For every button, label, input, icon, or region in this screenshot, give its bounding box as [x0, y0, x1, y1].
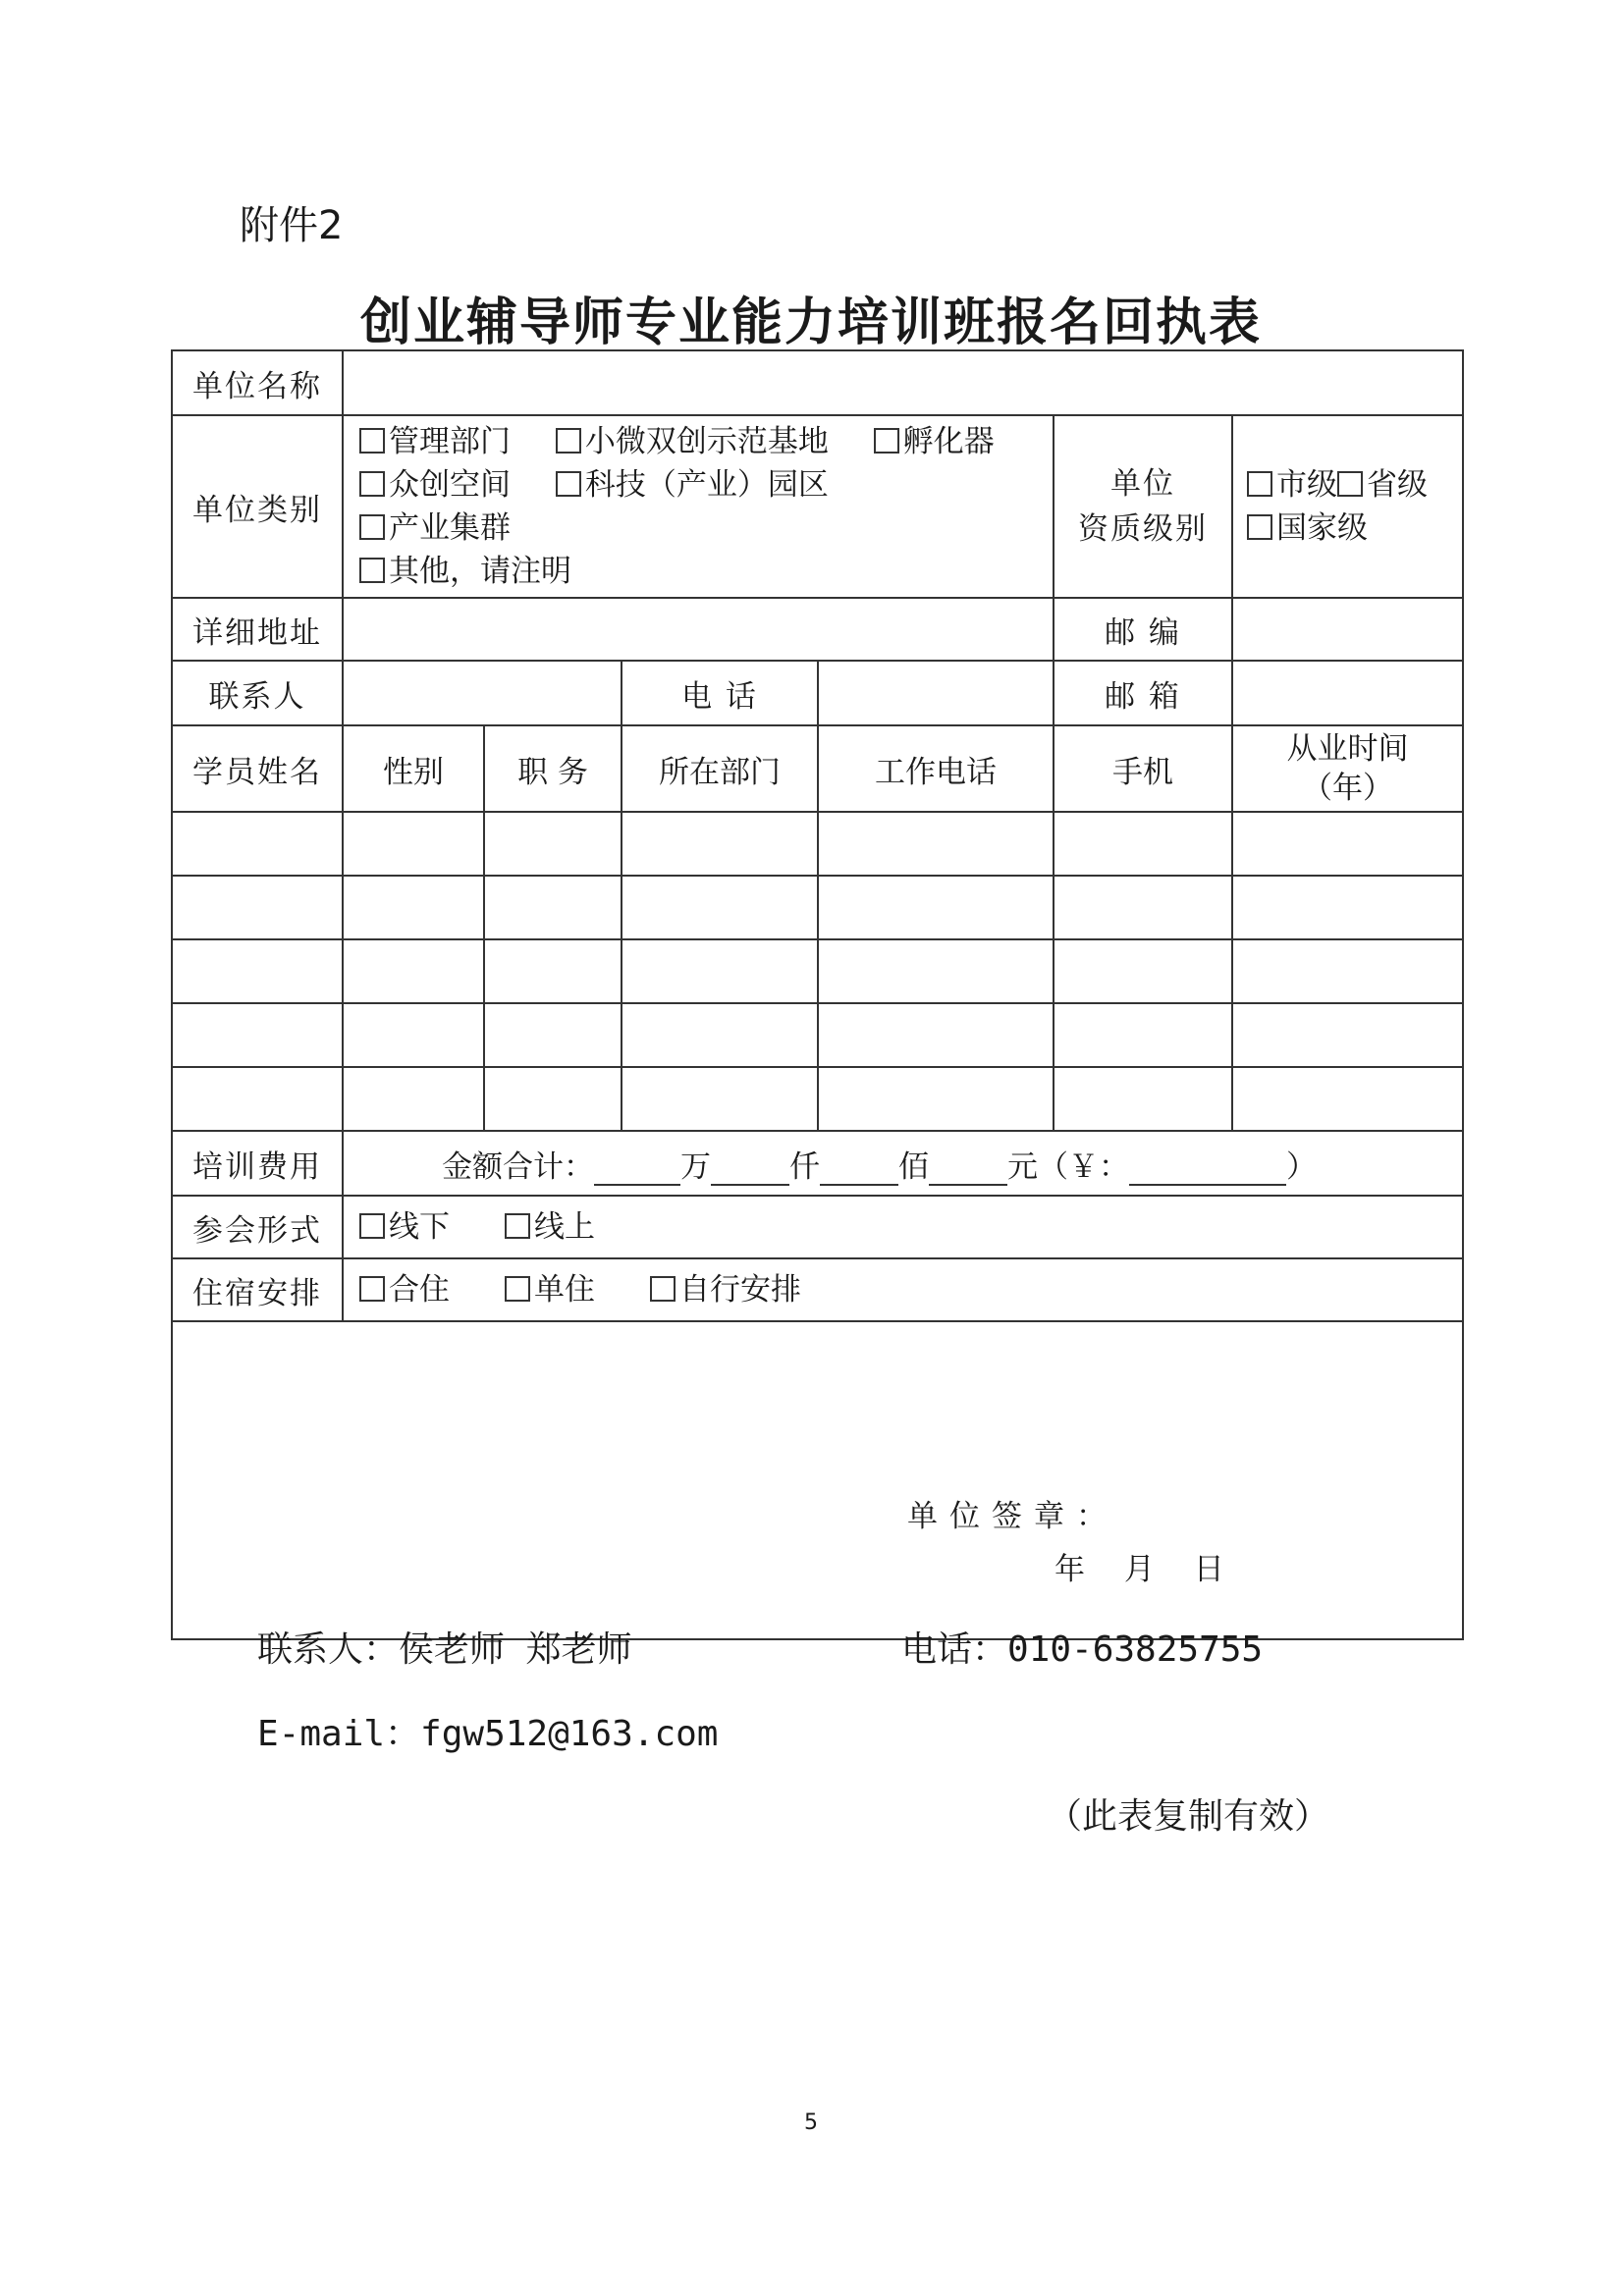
- table-cell[interactable]: [484, 1003, 622, 1067]
- col-years-line2: （年）: [1302, 771, 1393, 806]
- table-cell[interactable]: [622, 812, 818, 876]
- checkbox-icon: [556, 428, 581, 454]
- fee-wan-blank[interactable]: [594, 1148, 680, 1186]
- checkbox-icon: [359, 558, 385, 583]
- seal-label: 单位签章：: [907, 1499, 1118, 1534]
- qualification-label-line2: 资质级别: [1078, 511, 1208, 547]
- checkbox-icon: [359, 1276, 385, 1302]
- checkbox-icon: [556, 471, 581, 497]
- fee-unit-bai: 佰: [898, 1148, 929, 1185]
- table-cell[interactable]: [172, 812, 343, 876]
- postcode-label: 邮 编: [1054, 598, 1232, 661]
- registration-form-table: [171, 349, 1464, 1640]
- attendance-option[interactable]: 线上: [505, 1205, 595, 1249]
- table-cell[interactable]: [484, 1067, 622, 1131]
- date-label: 年 月 日: [1054, 1552, 1224, 1587]
- table-cell[interactable]: [1232, 1067, 1463, 1131]
- fee-field: [343, 1131, 1463, 1196]
- page-number: 5: [804, 2110, 818, 2135]
- checkbox-icon: [505, 1213, 530, 1239]
- table-cell[interactable]: [818, 939, 1054, 1003]
- table-cell[interactable]: [1232, 939, 1463, 1003]
- table-cell[interactable]: [818, 876, 1054, 939]
- student-row: [172, 1003, 1463, 1067]
- col-student-name: 学员姓名: [172, 725, 343, 812]
- table-cell[interactable]: [818, 1067, 1054, 1131]
- table-cell[interactable]: [172, 1003, 343, 1067]
- footer-email: E-mail：fgw512@163.com: [257, 1714, 719, 1754]
- address-label: 详细地址: [172, 598, 343, 661]
- fee-unit-yuan: 元（￥：: [1007, 1148, 1129, 1185]
- fee-unit-wan: 万: [680, 1148, 711, 1185]
- fee-total-label: 金额合计：: [442, 1148, 594, 1185]
- checkbox-icon: [1247, 471, 1272, 497]
- qualification-label: [1054, 415, 1232, 598]
- checkbox-icon: [359, 514, 385, 540]
- checkbox-icon: [359, 1213, 385, 1239]
- checkbox-icon: [874, 428, 899, 454]
- attendance-options: [343, 1196, 1463, 1258]
- fee-yuan-blank[interactable]: [929, 1148, 1007, 1186]
- footer-note: （此表复制有效）: [1047, 1796, 1330, 1837]
- email-label: 邮 箱: [1054, 661, 1232, 725]
- fee-bai-blank[interactable]: [820, 1148, 898, 1186]
- table-cell[interactable]: [343, 812, 484, 876]
- unit-type-options: [343, 415, 1054, 598]
- lodging-options: [343, 1258, 1463, 1321]
- attendance-label: 参会形式: [172, 1196, 343, 1258]
- table-cell[interactable]: [1232, 876, 1463, 939]
- table-cell[interactable]: [484, 939, 622, 1003]
- table-cell[interactable]: [343, 1067, 484, 1131]
- lodging-label: 住宿安排: [172, 1258, 343, 1321]
- form-title: 创业辅导师专业能力培训班报名回执表: [359, 294, 1262, 352]
- postcode-field[interactable]: [1232, 598, 1463, 661]
- attachment-label: 附件2: [240, 203, 344, 248]
- checkbox-icon: [650, 1276, 676, 1302]
- unit-type-option[interactable]: 管理部门: [359, 420, 511, 463]
- col-years-line1: 从业时间: [1286, 731, 1409, 767]
- email-field[interactable]: [1232, 661, 1463, 725]
- checkbox-icon: [505, 1276, 530, 1302]
- table-cell[interactable]: [1054, 876, 1232, 939]
- table-cell[interactable]: [172, 876, 343, 939]
- signature-area[interactable]: [172, 1321, 1463, 1639]
- table-cell[interactable]: [1232, 1003, 1463, 1067]
- footer-phone: 电话：010-63825755: [901, 1629, 1264, 1670]
- col-mobile: 手机: [1054, 725, 1232, 812]
- col-department: 所在部门: [622, 725, 818, 812]
- table-cell[interactable]: [622, 876, 818, 939]
- footer-contact: 联系人：侯老师 郑老师: [257, 1629, 632, 1670]
- table-cell[interactable]: [343, 1003, 484, 1067]
- lodging-option[interactable]: 合住: [359, 1268, 450, 1311]
- col-years: [1232, 725, 1463, 812]
- unit-type-option[interactable]: 小微双创示范基地: [556, 420, 829, 463]
- table-cell[interactable]: [622, 1067, 818, 1131]
- fee-label: 培训费用: [172, 1131, 343, 1196]
- checkbox-icon: [1247, 514, 1272, 540]
- col-work-phone: 工作电话: [818, 725, 1054, 812]
- contact-label: 联系人: [172, 661, 343, 725]
- phone-field[interactable]: [818, 661, 1054, 725]
- table-cell[interactable]: [172, 939, 343, 1003]
- checkbox-icon: [1337, 471, 1363, 497]
- lodging-option[interactable]: 自行安排: [650, 1268, 801, 1311]
- fee-amount-blank[interactable]: [1129, 1148, 1286, 1186]
- table-cell[interactable]: [622, 1003, 818, 1067]
- table-cell[interactable]: [1054, 1067, 1232, 1131]
- fee-unit-qian: 仟: [789, 1148, 820, 1185]
- unit-type-option[interactable]: 其他，请注明: [359, 550, 571, 593]
- col-gender: 性别: [343, 725, 484, 812]
- contact-field[interactable]: [343, 661, 622, 725]
- qualification-label-line1: 单位: [1110, 466, 1175, 502]
- student-row: [172, 876, 1463, 939]
- student-row: [172, 1067, 1463, 1131]
- table-cell[interactable]: [343, 939, 484, 1003]
- attendance-option[interactable]: 线下: [359, 1205, 450, 1249]
- table-cell[interactable]: [172, 1067, 343, 1131]
- qualification-option[interactable]: 市级: [1247, 463, 1337, 507]
- fee-qian-blank[interactable]: [711, 1148, 789, 1186]
- table-cell[interactable]: [1054, 812, 1232, 876]
- table-cell[interactable]: [1054, 1003, 1232, 1067]
- table-cell[interactable]: [1232, 812, 1463, 876]
- student-row: [172, 812, 1463, 876]
- qualification-option[interactable]: 省级: [1337, 463, 1428, 507]
- table-cell[interactable]: [343, 876, 484, 939]
- qualification-option[interactable]: 国家级: [1247, 507, 1368, 550]
- qualification-options: [1232, 415, 1463, 598]
- table-cell[interactable]: [1054, 939, 1232, 1003]
- table-cell[interactable]: [818, 812, 1054, 876]
- unit-name-field[interactable]: [343, 350, 1463, 415]
- phone-label: 电 话: [622, 661, 818, 725]
- col-position: 职 务: [484, 725, 622, 812]
- table-cell[interactable]: [484, 876, 622, 939]
- table-cell[interactable]: [484, 812, 622, 876]
- student-row: [172, 939, 1463, 1003]
- unit-type-label: 单位类别: [172, 415, 343, 598]
- fee-close-paren: ）: [1286, 1148, 1317, 1185]
- unit-type-option[interactable]: 众创空间: [359, 463, 511, 507]
- unit-name-label: 单位名称: [172, 350, 343, 415]
- table-cell[interactable]: [818, 1003, 1054, 1067]
- unit-type-option[interactable]: 孵化器: [874, 420, 995, 463]
- lodging-option[interactable]: 单住: [505, 1268, 595, 1311]
- checkbox-icon: [359, 428, 385, 454]
- unit-type-option[interactable]: 科技（产业）园区: [556, 463, 829, 507]
- checkbox-icon: [359, 471, 385, 497]
- address-field[interactable]: [343, 598, 1054, 661]
- table-cell[interactable]: [622, 939, 818, 1003]
- unit-type-option[interactable]: 产业集群: [359, 507, 511, 550]
